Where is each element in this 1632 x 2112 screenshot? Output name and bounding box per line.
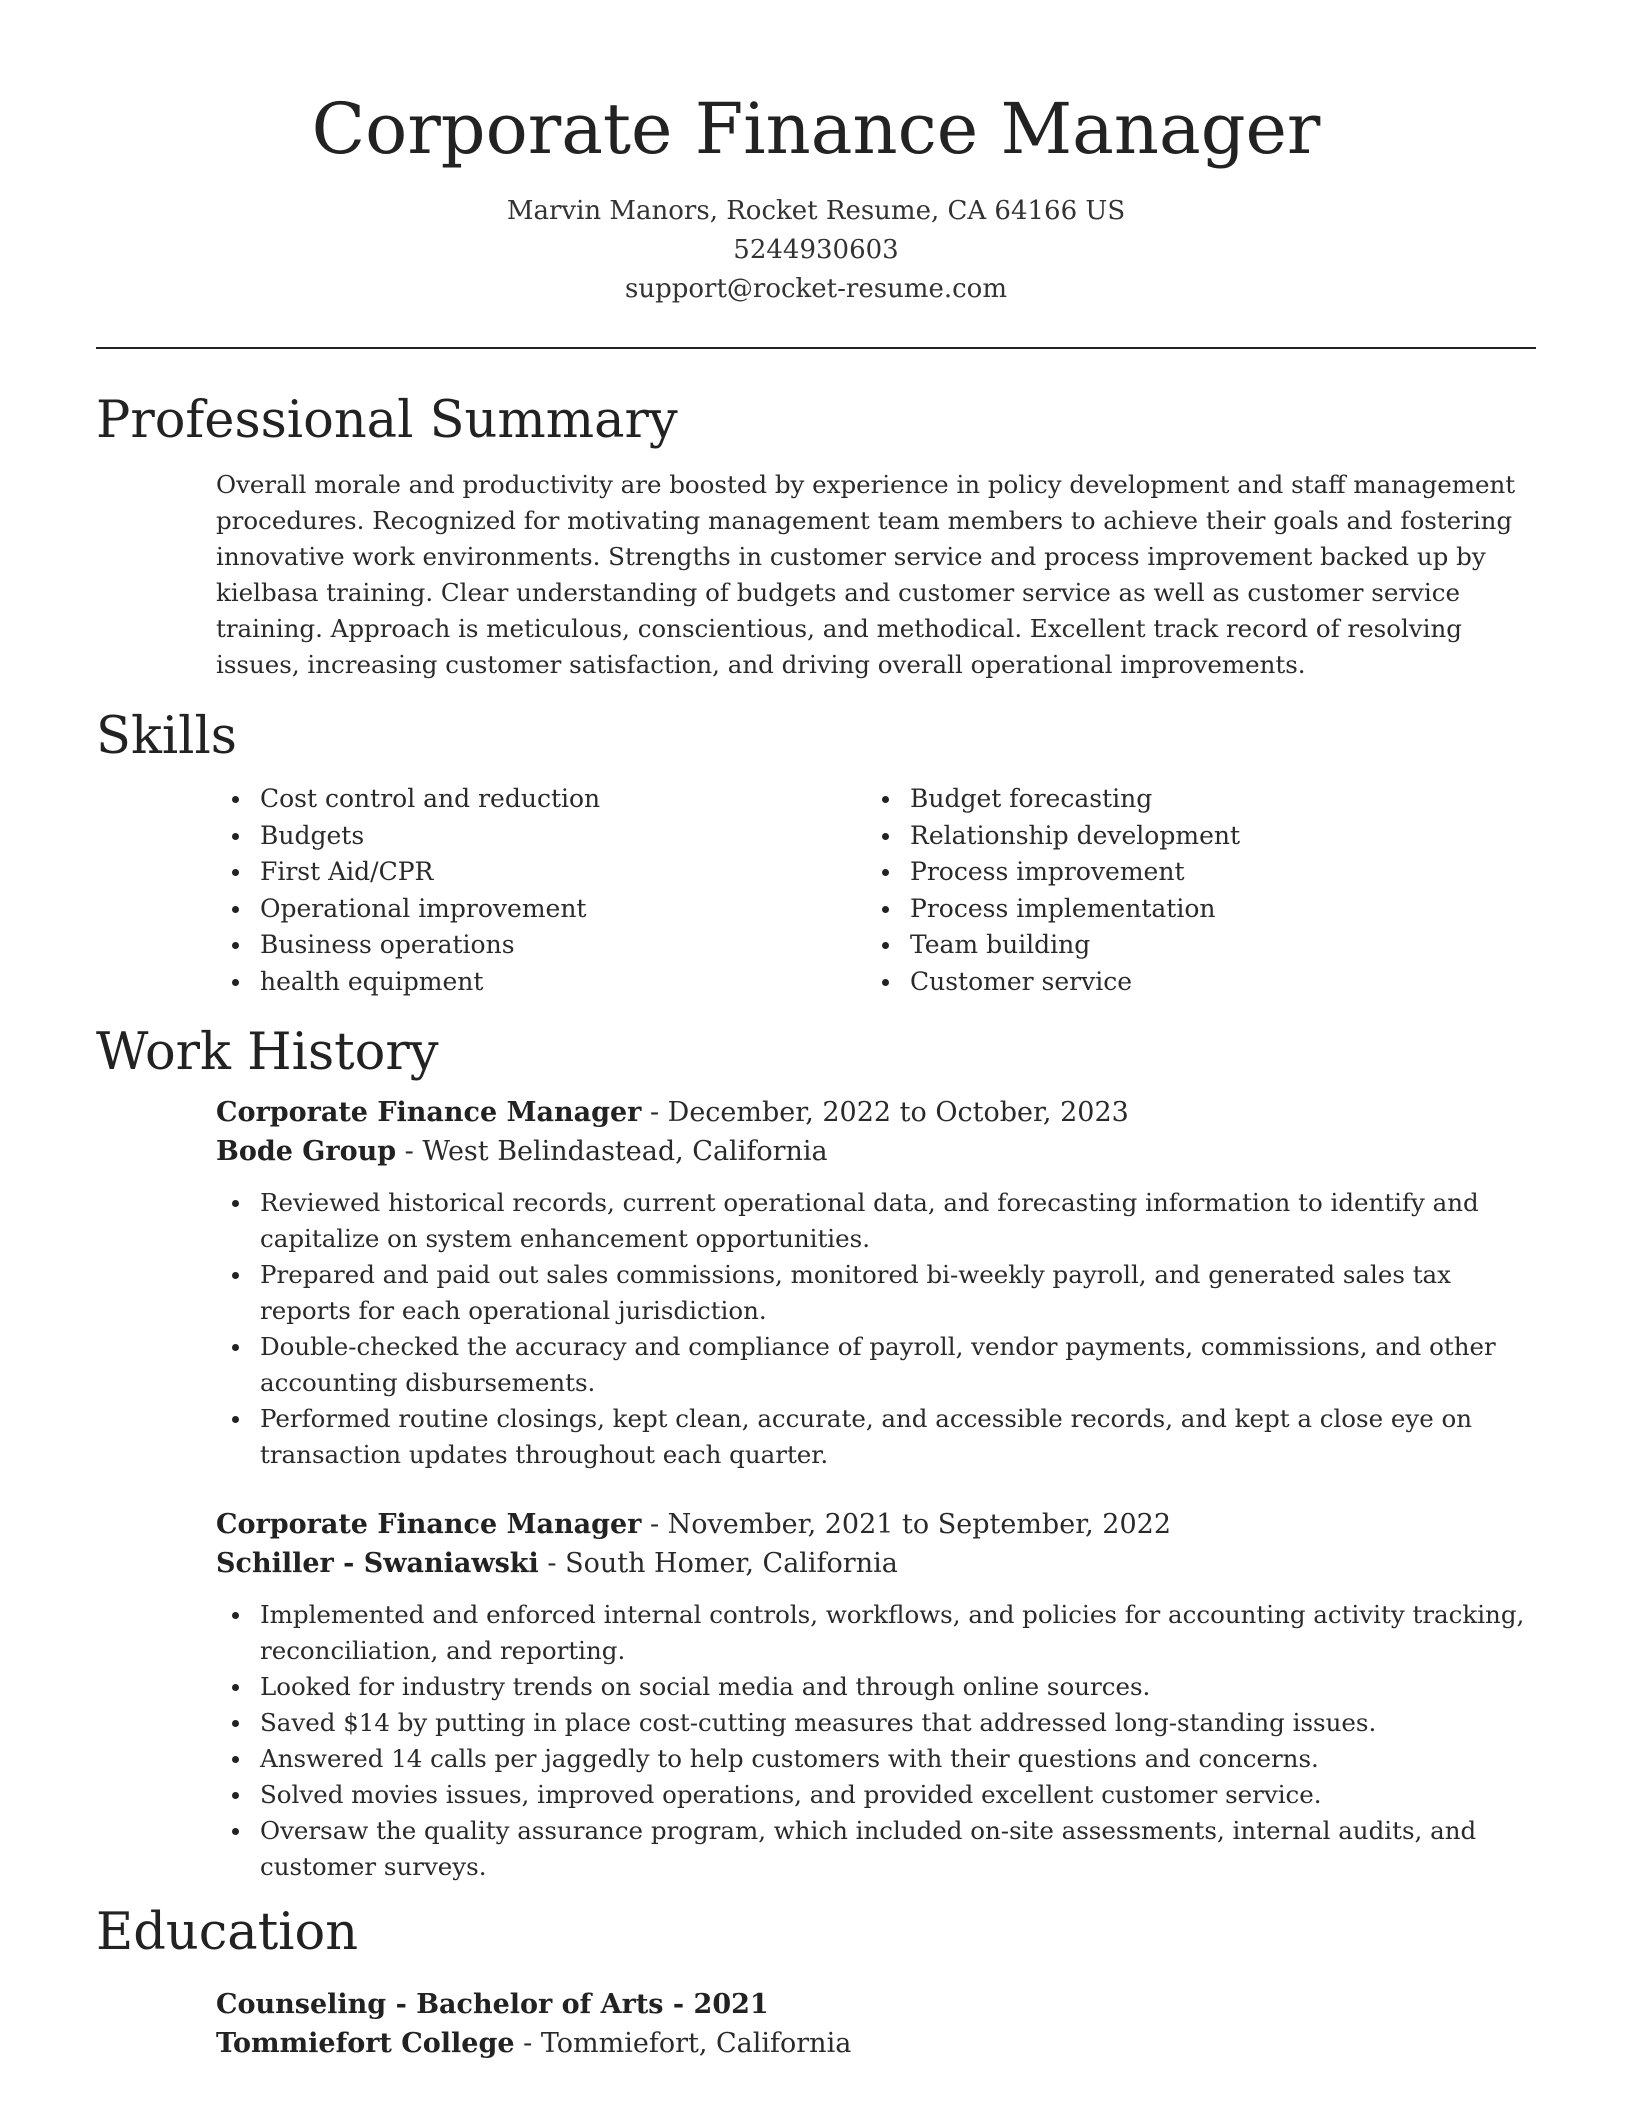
summary-text: Overall morale and productivity are boosted by experience in policy development and staff management procedures. Recognized for motivating management team members to achieve their goals and fostering innovative work environments. Strengths in customer service and process improvement backed up by kielbasa training. Clear understanding of budgets and customer service as well as customer service training. Approach is meticulous, conscientious, and methodical. Excellent track record of resolving issues, increasing customer satisfaction, and driving overall operational improvements. [216, 470, 1516, 679]
education-location: Tommiefort, California [540, 2027, 852, 2059]
summary-heading: Professional Summary [96, 391, 678, 450]
education-school: Tommiefort College [216, 2027, 515, 2059]
job-dates: December, 2022 to October, 2023 [667, 1096, 1129, 1128]
education-field: Counseling [216, 1988, 387, 2020]
job-role: Corporate Finance Manager [216, 1508, 642, 1540]
skills-grid [216, 781, 1536, 1001]
education-heading: Education [96, 1902, 359, 1962]
job-bullet: Answered 14 calls per jaggedly to help customers with their questions and concerns. [216, 1741, 1536, 1777]
job-bullets [216, 1597, 1536, 1885]
education-year: 2021 [693, 1988, 769, 2020]
job-bullet: Double-checked the accuracy and compliance of payroll, vendor payments, commissions, and other accounting disbursements. [216, 1329, 1536, 1401]
skill-item: Budgets [216, 818, 866, 855]
job-dates: November, 2021 to September, 2022 [667, 1508, 1172, 1540]
job-location: South Homer, California [565, 1547, 898, 1579]
separator: - [386, 1988, 417, 2020]
education-school-line [216, 2024, 1536, 2063]
resume-title: Corporate Finance Manager [311, 88, 1321, 170]
separator: - [641, 1508, 668, 1540]
skill-item: Business operations [216, 927, 866, 964]
job-entry [216, 1505, 1536, 1885]
skill-item: Process improvement [866, 854, 1516, 891]
skill-item: Customer service [866, 964, 1516, 1001]
job-company-line [216, 1544, 1536, 1583]
contact-email: support@rocket-resume.com [624, 274, 1007, 304]
job-location: West Belindastead, California [422, 1135, 828, 1167]
job-company: Schiller - Swaniawski [216, 1547, 539, 1579]
skill-item: Operational improvement [216, 891, 866, 928]
job-role-line [216, 1093, 1536, 1132]
skills-list-left [216, 781, 866, 1001]
separator: - [396, 1135, 423, 1167]
work-history-section [96, 1023, 1536, 1885]
job-company: Bode Group [216, 1135, 397, 1167]
separator: - [663, 1988, 694, 2020]
job-bullet: Reviewed historical records, current operational data, and forecasting information to identify and capitalize on system enhancement opportunities. [216, 1185, 1536, 1257]
header-divider [96, 347, 1536, 349]
job-bullet: Implemented and enforced internal controls, workflows, and policies for accounting activity tracking, reconciliation, and reporting. [216, 1597, 1536, 1669]
education-degree-line [216, 1985, 1536, 2024]
skill-item: Team building [866, 927, 1516, 964]
skill-item: health equipment [216, 964, 866, 1001]
job-bullet: Oversaw the quality assurance program, which included on-site assessments, internal audits, and customer surveys. [216, 1813, 1536, 1885]
contact-info [96, 192, 1536, 309]
contact-phone: 5244930603 [733, 235, 899, 265]
skill-item: Cost control and reduction [216, 781, 866, 818]
skills-section [96, 707, 1536, 1001]
job-role: Corporate Finance Manager [216, 1096, 642, 1128]
job-bullet: Prepared and paid out sales commissions, monitored bi-weekly payroll, and generated sales tax reports for each operational jurisdiction. [216, 1257, 1536, 1329]
summary-section [96, 391, 1536, 683]
education-section [96, 1903, 1536, 2063]
resume-header [96, 0, 1536, 349]
skills-heading: Skills [96, 707, 237, 766]
job-bullet: Looked for industry trends on social media and through online sources. [216, 1669, 1536, 1705]
job-bullet: Solved movies issues, improved operations, and provided excellent customer service. [216, 1777, 1536, 1813]
education-degree: Bachelor of Arts [416, 1988, 664, 2020]
job-bullet: Performed routine closings, kept clean, accurate, and accessible records, and kept a close eye on transaction updates throughout each quarter. [216, 1401, 1536, 1473]
skill-item: First Aid/CPR [216, 854, 866, 891]
resume-page [96, 0, 1536, 2063]
contact-address: Marvin Manors, Rocket Resume, CA 64166 US [506, 196, 1126, 226]
job-entry [216, 1093, 1536, 1473]
job-company-line [216, 1132, 1536, 1171]
separator: - [641, 1096, 668, 1128]
skill-item: Budget forecasting [866, 781, 1516, 818]
skills-list-right [866, 781, 1516, 1001]
separator: - [538, 1547, 566, 1579]
skill-item: Relationship development [866, 818, 1516, 855]
work-history-heading: Work History [96, 1022, 439, 1082]
job-bullet: Saved $14 by putting in place cost-cutting measures that addressed long-standing issues. [216, 1705, 1536, 1741]
skill-item: Process implementation [866, 891, 1516, 928]
separator: - [514, 2027, 541, 2059]
job-role-line [216, 1505, 1536, 1544]
job-bullets [216, 1185, 1536, 1473]
